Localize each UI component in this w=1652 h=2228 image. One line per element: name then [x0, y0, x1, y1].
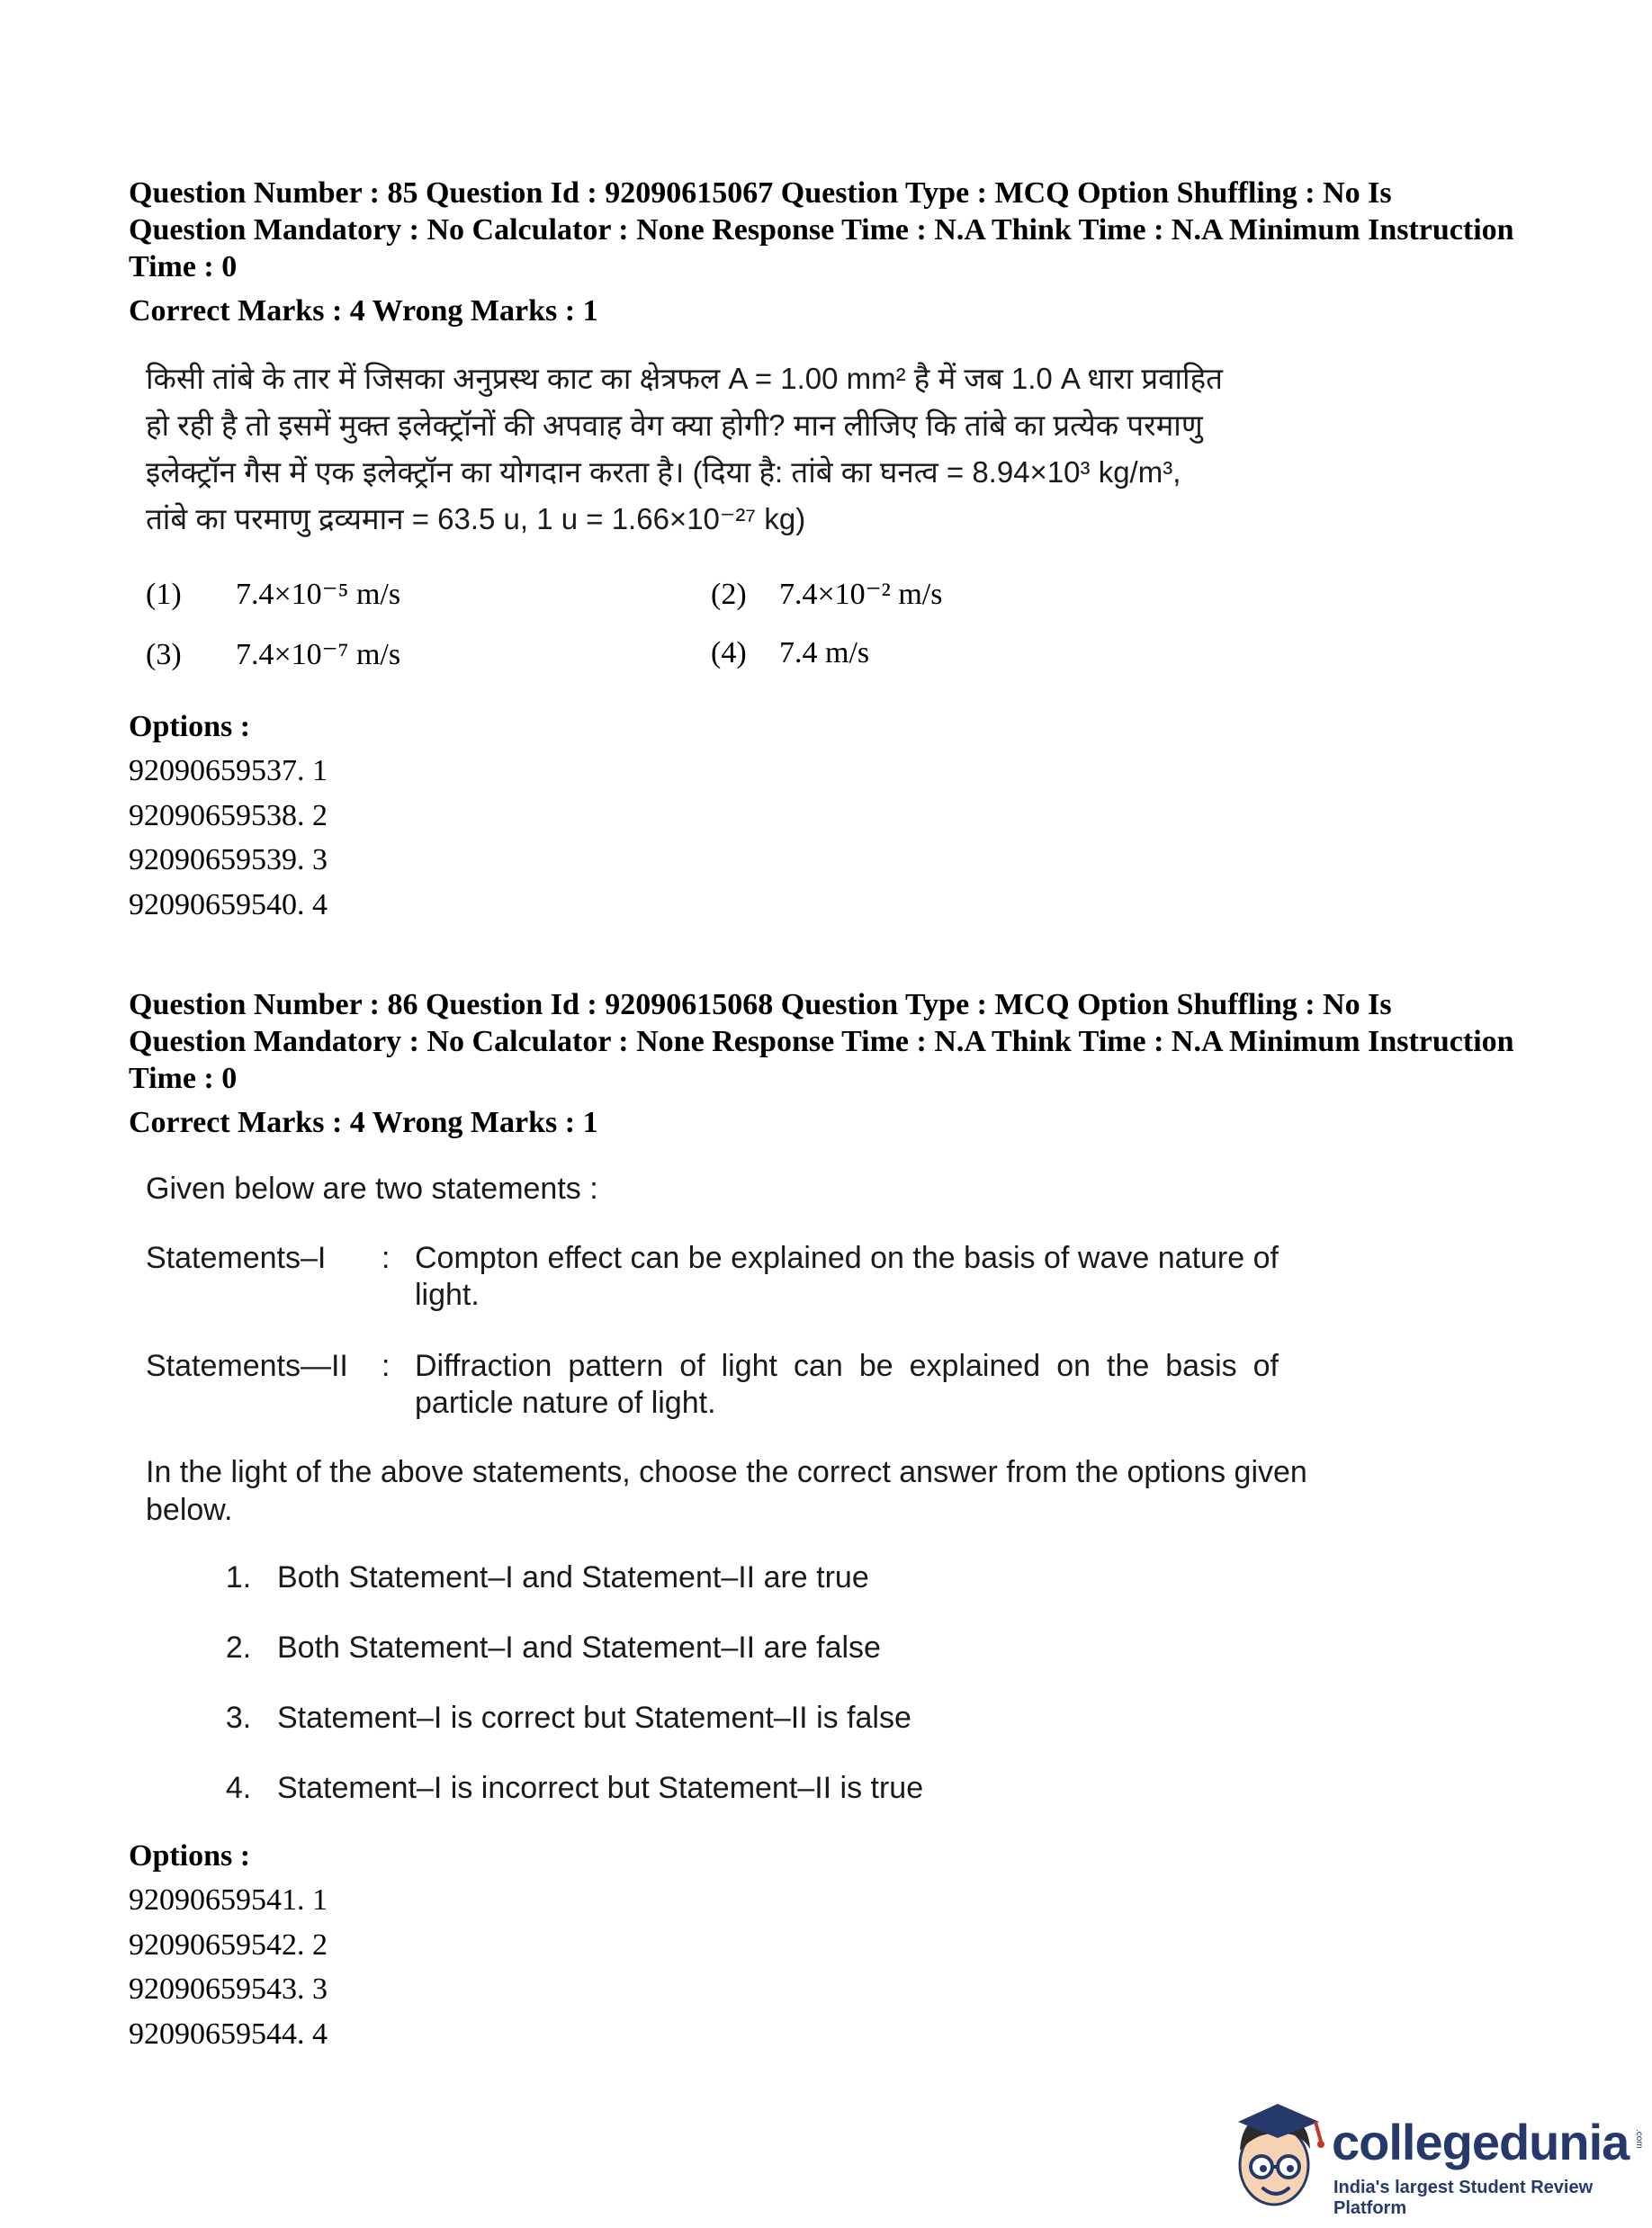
question-85-header: Question Number : 85 Question Id : 92090615067 Question Type : MCQ Option Shuffling : No Is Question Mandatory : No Calculator : None Response Time : N.A Think Time : N.A Minimum Instruction Time : 0	[129, 176, 1514, 283]
collegedunia-logo	[1222, 2095, 1645, 2221]
option-id: 92090659538. 2	[129, 798, 328, 832]
option-id: 92090659542. 2	[129, 1927, 328, 1962]
question-86-body	[146, 1170, 1297, 1208]
logo-domain-suffix: .com	[1634, 2129, 1644, 2149]
choice-number: (2)	[711, 578, 747, 611]
option-id: 92090659541. 1	[129, 1883, 328, 1917]
choice-text: Both Statement–I and Statement–II are false	[277, 1631, 881, 1665]
question-86-options-list	[129, 1878, 328, 2056]
statement-2	[146, 1348, 1297, 1424]
option-id: 92090659540. 4	[129, 887, 328, 921]
choice-text: 7.4×10⁻⁵ m/s	[236, 578, 401, 611]
choice-text: Statement–I is incorrect but Statement–II is true	[277, 1771, 924, 1805]
choice-number: 3.	[225, 1701, 252, 1735]
mascot-icon	[1222, 2095, 1333, 2221]
choice-text: 7.4×10⁻² m/s	[779, 578, 943, 611]
statement-2-text: Diffraction pattern of light can be explained on the basis of particle nature of light.	[415, 1349, 1279, 1420]
statement-1	[146, 1240, 1297, 1316]
statement-2-label: Statements—II	[146, 1349, 348, 1383]
statement-1-label: Statements–I	[146, 1241, 327, 1275]
question-86-choice-1	[200, 1560, 869, 1595]
option-id: 92090659539. 3	[129, 843, 328, 876]
question-85-options-list	[129, 749, 328, 927]
question-85-body	[146, 355, 1223, 543]
question-86-instruction: In the light of the above statements, choose the correct answer from the options given below.	[146, 1455, 1307, 1527]
question-85-choice-1	[146, 576, 400, 612]
question-86-instruction-block	[146, 1453, 1315, 1529]
question-85-line-4: तांबे का परमाणु द्रव्यमान = 63.5 u, 1 u = 1.66×10⁻²⁷ kg)	[146, 502, 806, 535]
choice-number: (1)	[146, 578, 182, 611]
choice-number: (4)	[711, 636, 747, 669]
question-86-choice-2	[200, 1631, 881, 1666]
choice-text: Both Statement–I and Statement–II are true	[277, 1560, 869, 1595]
question-85-marks: Correct Marks : 4 Wrong Marks : 1	[129, 294, 598, 328]
question-85-line-3: इलेक्ट्रॉन गैस में एक इलेक्ट्रॉन का योगदान करता है। (दिया है: तांबे का घनत्व = 8.94×10³ kg/m³,	[146, 455, 1181, 489]
statement-1-separator: :	[382, 1241, 391, 1275]
statement-1-text: Compton effect can be explained on the basis of wave nature of light.	[415, 1241, 1279, 1312]
choice-text: Statement–I is correct but Statement–II is false	[277, 1701, 911, 1735]
statement-2-separator: :	[382, 1349, 391, 1383]
question-86-header: Question Number : 86 Question Id : 92090615068 Question Type : MCQ Option Shuffling : No Is Question Mandatory : No Calculator : None Response Time : N.A Think Time : N.A Minimum Instruction Time : 0	[129, 988, 1514, 1095]
question-85-choice-2	[711, 576, 942, 612]
choice-number: (3)	[146, 638, 182, 671]
question-86-choice-3	[200, 1701, 911, 1736]
choice-text: 7.4 m/s	[779, 636, 870, 669]
question-85-choice-3	[146, 636, 400, 672]
option-id: 92090659544. 4	[129, 2017, 328, 2051]
choice-number: 2.	[225, 1631, 252, 1665]
question-85-line-1: किसी तांबे के तार में जिसका अनुप्रस्थ काट का क्षेत्रफल A = 1.00 mm² है में जब 1.0 A धारा प्रवाहित	[146, 362, 1223, 395]
question-86-marks: Correct Marks : 4 Wrong Marks : 1	[129, 1106, 598, 1139]
question-85-options-title: Options :	[129, 710, 251, 743]
choice-number: 4.	[225, 1771, 252, 1805]
logo-wordmark: collegedunia	[1332, 2114, 1630, 2170]
choice-number: 1.	[225, 1560, 252, 1595]
question-85-line-2: हो रही है तो इसमें मुक्त इलेक्ट्रॉनों की अपवाह वेग क्या होगी? मान लीजिए कि तांबे का प्रत्येक परमाणु	[146, 409, 1203, 442]
option-id: 92090659543. 3	[129, 1972, 328, 2006]
choice-text: 7.4×10⁻⁷ m/s	[236, 638, 401, 671]
question-86-options-title: Options :	[129, 1839, 251, 1873]
question-85-choice-4	[711, 636, 869, 670]
logo-tagline: India's largest Student Review Platform	[1333, 2178, 1594, 2218]
question-86-choice-4	[200, 1771, 923, 1806]
option-id: 92090659537. 1	[129, 754, 328, 787]
statements-intro: Given below are two statements :	[146, 1172, 598, 1206]
